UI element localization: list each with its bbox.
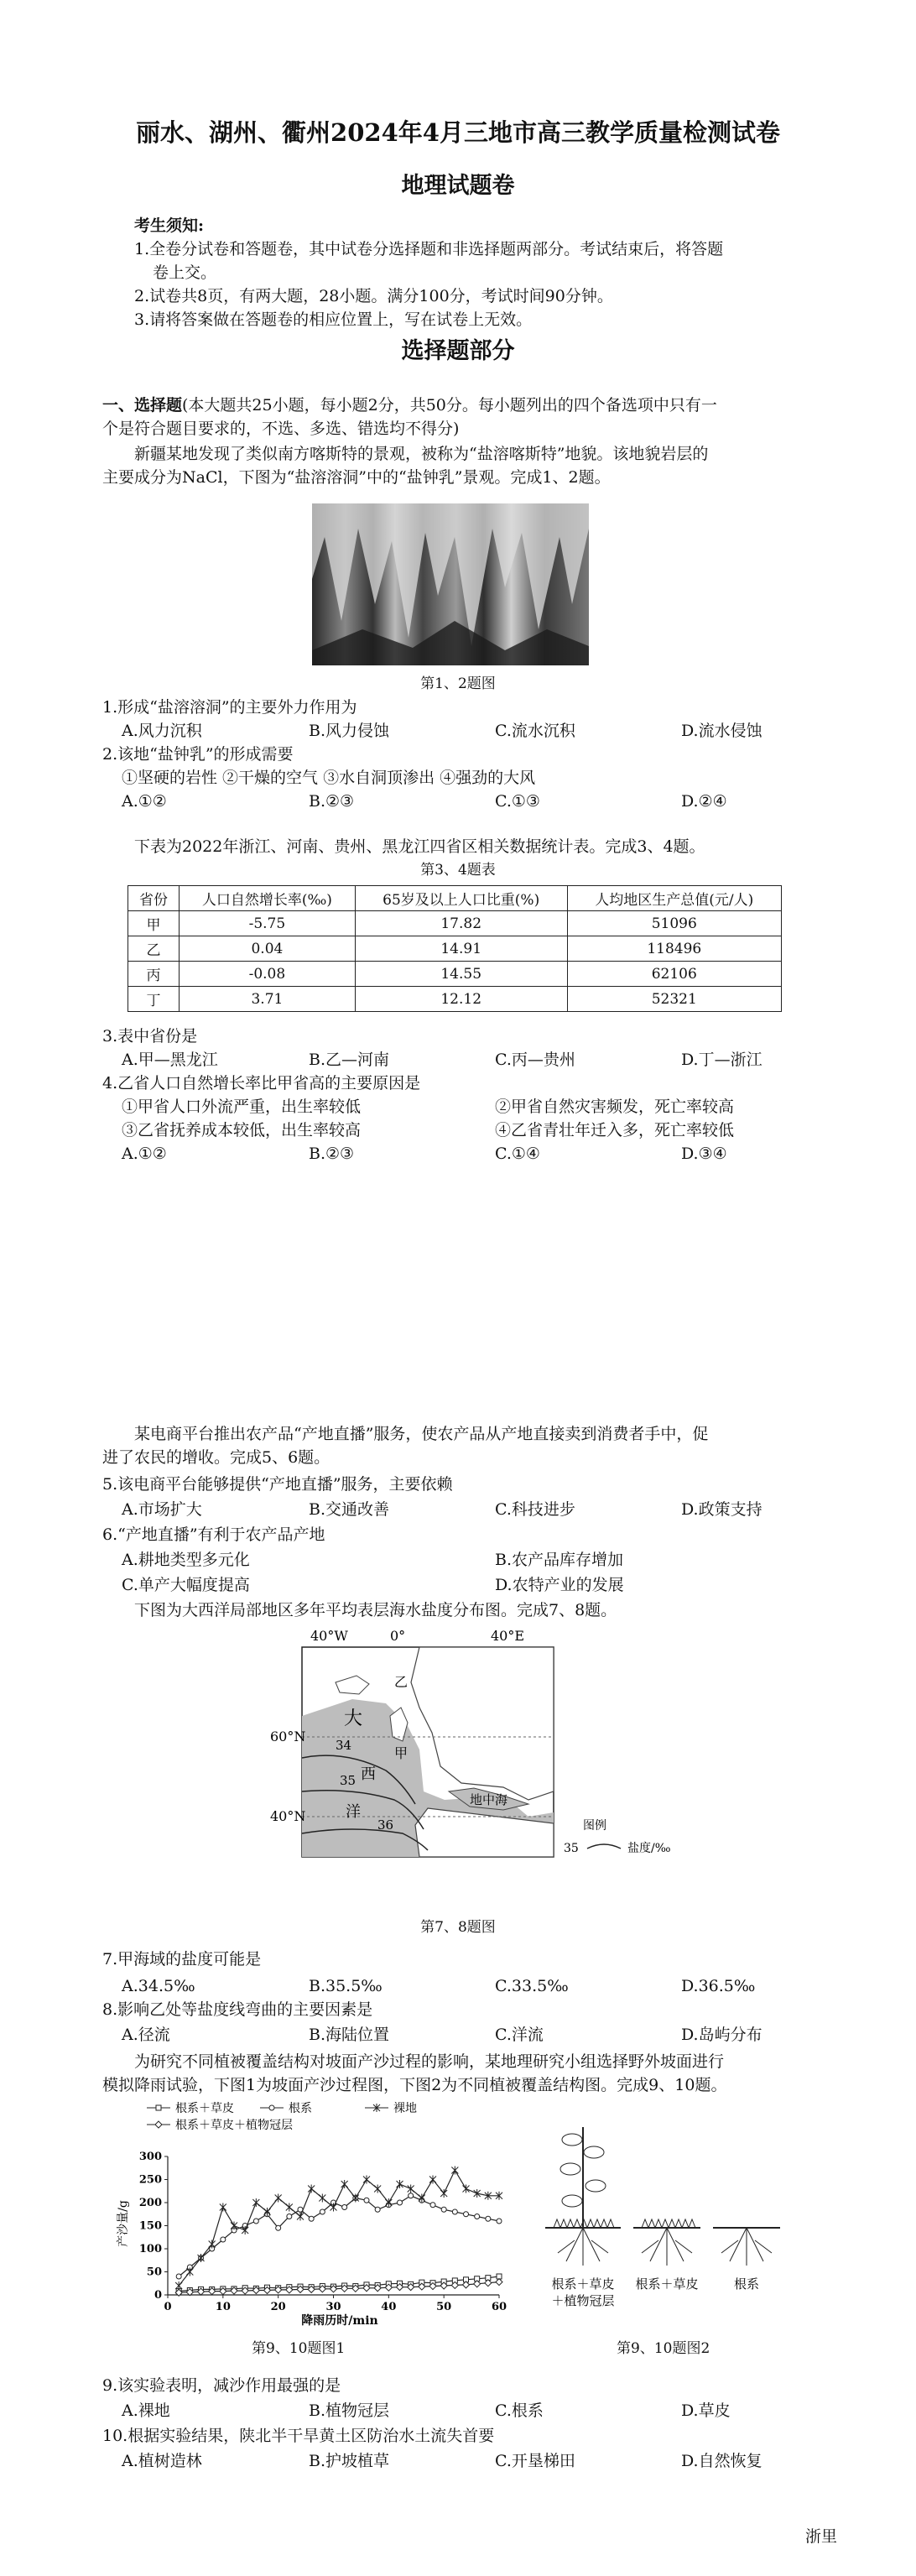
q2-stem: 2.该地“盐钟乳”的形成需要 [102, 745, 294, 764]
legend-label: 根系＋草皮 [175, 2102, 234, 2115]
notice-line-1b: 卷上交。 [153, 263, 217, 282]
q5-stem: 5.该电商平台能够提供“产地直播”服务，主要依赖 [102, 1475, 453, 1494]
q910-figure2-caption: 第9、10题图2 [617, 2340, 710, 2357]
legend-number: 35 [564, 1842, 579, 1855]
data-point [341, 2180, 348, 2188]
q910-figure1-caption: 第9、10题图1 [252, 2340, 346, 2357]
map-label-xi: 西 [361, 1765, 376, 1783]
table-row [128, 962, 782, 987]
q7-option-c[interactable]: C.33.5‰ [495, 1977, 569, 1995]
atlantic-salinity-map [252, 1624, 721, 1913]
data-point [319, 2194, 325, 2203]
data-point [320, 2209, 325, 2214]
series-line [179, 2196, 499, 2276]
data-point [475, 2214, 480, 2219]
sediment-yield-chart [113, 2098, 516, 2328]
map-label-da: 大 [344, 1708, 363, 1729]
q4-option-d[interactable]: D.③④ [681, 1145, 727, 1163]
q1-option-b[interactable]: B.风力侵蚀 [309, 722, 390, 740]
table-cell: 丁 [128, 987, 180, 1012]
data-point [309, 2216, 314, 2221]
data-point [430, 2203, 435, 2208]
leaf-icon [562, 2195, 582, 2207]
data-point [451, 2167, 458, 2175]
data-point [242, 2226, 248, 2234]
fig2-label-3: 根系 [733, 2276, 760, 2292]
q10-option-b[interactable]: B.护坡植草 [309, 2452, 390, 2470]
x-tick-label: 10 [215, 2301, 231, 2313]
q3-option-a[interactable]: A.甲—黑龙江 [122, 1051, 218, 1069]
data-point [275, 2194, 282, 2203]
q56-stem-a: 某电商平台推出农产品“产地直播”服务，使农产品从产地直接卖到消费者手中，促 [134, 1425, 709, 1443]
notice-heading: 考生须知: [134, 216, 205, 235]
q12-stem-b: 主要成分为NaCl，下图为“盐溶溶洞”中的“盐钟乳”景观。完成1、2题。 [102, 468, 611, 487]
data-point [220, 2203, 226, 2212]
legend-label: 根系 [289, 2102, 312, 2115]
chart-x-axis-label: 降雨历时/min [301, 2314, 378, 2328]
q9-option-a[interactable]: A.裸地 [122, 2401, 170, 2420]
q56-stem-b: 进了农民的增收。完成5、6题。 [102, 1448, 330, 1467]
q1-stem: 1.形成“盐溶溶洞”的主要外力作用为 [102, 698, 357, 717]
q6-option-b[interactable]: B.农产品库存增加 [495, 1551, 624, 1569]
table-row [128, 911, 782, 936]
province-data-table [128, 885, 782, 1012]
grass-sod-2 [642, 2219, 695, 2228]
data-point [186, 2268, 193, 2276]
y-tick-label: 100 [138, 2243, 162, 2255]
fig2-label-2: 根系＋草皮 [635, 2276, 699, 2292]
q2-option-c[interactable]: C.①③ [495, 792, 540, 811]
table-cell: 丙 [128, 962, 180, 987]
isohaline-label-34: 34 [336, 1738, 352, 1753]
roots-2 [642, 2228, 692, 2266]
q2-option-a[interactable]: A.①② [122, 792, 167, 811]
q9-option-d[interactable]: D.草皮 [681, 2401, 731, 2420]
q4-option-a[interactable]: A.①② [122, 1145, 167, 1163]
y-tick-label: 300 [138, 2151, 162, 2163]
data-point [463, 2185, 470, 2193]
q3-stem: 3.表中省份是 [102, 1027, 198, 1046]
map-label-yi: 乙 [394, 1674, 409, 1690]
q3-option-c[interactable]: C.丙—贵州 [495, 1051, 575, 1069]
data-point [486, 2216, 491, 2221]
q7-option-b[interactable]: B.35.5‰ [309, 1977, 383, 1995]
x-tick-label: 40 [381, 2301, 397, 2313]
chart-series [175, 2167, 502, 2297]
data-point [374, 2185, 381, 2193]
q3-option-b[interactable]: B.乙—河南 [309, 1051, 390, 1069]
table-cell: 12.12 [355, 987, 567, 1012]
legend-title: 图例 [583, 1819, 606, 1833]
table-header-row [128, 886, 782, 911]
isohaline-label-35: 35 [340, 1773, 357, 1788]
q910-stem-b: 模拟降雨试验，下图1为坡面产沙过程图，下图2为不同植被覆盖结构图。完成9、10题。 [102, 2076, 727, 2094]
table-cell: 62106 [567, 962, 781, 987]
data-point [253, 2219, 258, 2224]
table-cell: 0.04 [180, 936, 356, 962]
q34-table-title: 第3、4题表 [420, 862, 496, 879]
data-point [221, 2237, 226, 2242]
q8-option-a[interactable]: A.径流 [122, 2026, 170, 2044]
y-tick-label: 0 [154, 2289, 162, 2302]
table-cell: 51096 [567, 911, 781, 936]
q9-stem: 9.该实验表明，减沙作用最强的是 [102, 2376, 341, 2395]
data-point [342, 2205, 347, 2210]
exam-title: 丽水、湖州、衢州2024年4月三地市高三教学质量检测试卷 [136, 118, 780, 147]
legend-label: 根系＋草皮＋植物冠层 [175, 2119, 293, 2132]
q10-option-d[interactable]: D.自然恢复 [681, 2452, 762, 2470]
legend-marker [155, 2121, 162, 2128]
table-header: 65岁及以上人口比重(%) [355, 886, 567, 911]
data-point [231, 2222, 237, 2230]
y-tick-label: 200 [138, 2197, 162, 2209]
lon-40e-label: 40°E [491, 1628, 525, 1644]
data-point [286, 2203, 293, 2212]
q4-option-b[interactable]: B.②③ [309, 1145, 355, 1163]
vegetation-structure-figure [537, 2102, 788, 2312]
leaf-icon [560, 2163, 580, 2175]
data-point [175, 2281, 182, 2290]
q34-stem: 下表为2022年浙江、河南、贵州、黑龙江四省区相关数据统计表。完成3、4题。 [134, 837, 705, 856]
leaf-icon [562, 2134, 582, 2146]
data-point [287, 2214, 292, 2219]
x-tick-label: 20 [270, 2301, 286, 2313]
part1-intro-a: (本大题共25小题，每小题2分，共50分。每小题列出的四个备选项中只有一 [182, 396, 717, 415]
q4-stem: 4.乙省人口自然增长率比甲省高的主要原因是 [102, 1074, 421, 1092]
q78-stem: 下图为大西洋局部地区多年平均表层海水盐度分布图。完成7、8题。 [134, 1601, 617, 1619]
legend-marker [156, 2105, 161, 2110]
page-footer: 浙里 [805, 2527, 838, 2546]
q9-option-b[interactable]: B.植物冠层 [309, 2401, 390, 2420]
data-point [409, 2193, 414, 2198]
data-point [429, 2176, 436, 2184]
data-point [496, 2279, 502, 2286]
data-point [364, 2198, 369, 2203]
lat-40n-label: 40°N [270, 1808, 306, 1824]
q4-option-c[interactable]: C.①④ [495, 1145, 540, 1163]
q910-stem-a: 为研究不同植被覆盖结构对坡面产沙过程的影响，某地理研究小组选择野外坡面进行 [134, 2052, 725, 2071]
q5-option-c[interactable]: C.科技进步 [495, 1500, 575, 1519]
data-point [363, 2176, 370, 2184]
table-cell: 17.82 [355, 911, 567, 936]
data-point [276, 2225, 281, 2230]
table-row [128, 987, 782, 1012]
q78-figure-caption: 第7、8题图 [420, 1919, 496, 1936]
table-header: 人均地区生产总值(元/人) [567, 886, 781, 911]
table-row [128, 936, 782, 962]
lon-40w-label: 40°W [310, 1628, 348, 1644]
stalactite-shapes [312, 503, 589, 665]
series-line [179, 2171, 499, 2287]
data-point [398, 2200, 403, 2205]
exam-subtitle: 地理试题卷 [401, 173, 515, 199]
leaf-icon [584, 2146, 604, 2158]
y-tick-label: 50 [146, 2266, 162, 2279]
q7-option-a[interactable]: A.34.5‰ [122, 1977, 195, 1995]
legend-marker [269, 2105, 274, 2110]
table-cell: 14.55 [355, 962, 567, 987]
legend-line [587, 1844, 621, 1849]
data-point [330, 2203, 337, 2212]
q5-option-b[interactable]: B.交通改善 [309, 1500, 390, 1519]
data-point [297, 2213, 304, 2221]
fig2-label-1a: 根系＋草皮 [551, 2276, 615, 2292]
data-point [252, 2198, 259, 2207]
x-tick-label: 0 [164, 2301, 172, 2313]
series-circle [176, 2193, 502, 2279]
series-line [179, 2282, 499, 2293]
table-cell: -5.75 [180, 911, 356, 936]
q1-option-a[interactable]: A.风力沉积 [122, 722, 202, 740]
q4-item-3: ③乙省抚养成本较低，出生率较高 [122, 1121, 362, 1139]
map-label-yang: 洋 [346, 1803, 361, 1821]
data-point [308, 2185, 315, 2193]
data-point [464, 2212, 469, 2217]
data-point [441, 2207, 446, 2212]
q9-option-c[interactable]: C.根系 [495, 2401, 544, 2420]
data-point [176, 2274, 181, 2279]
table-cell: 52321 [567, 987, 781, 1012]
part1-intro-b: 个是符合题目要求的，不选、多选、错选均不得分) [102, 420, 460, 438]
map-label-jia: 甲 [394, 1745, 409, 1761]
x-tick-label: 60 [491, 2301, 507, 2313]
q5-option-d[interactable]: D.政策支持 [681, 1500, 762, 1519]
q10-stem: 10.根据实验结果，陕北半干旱黄土区防治水土流失首要 [102, 2427, 495, 2445]
data-point [209, 2240, 216, 2249]
roots-1 [558, 2228, 608, 2266]
table-cell: 14.91 [355, 936, 567, 962]
q7-option-d[interactable]: D.36.5‰ [681, 1977, 756, 1995]
q6-option-d[interactable]: D.农特产业的发展 [495, 1576, 624, 1594]
legend-label: 裸地 [393, 2102, 417, 2115]
salt-stalactite-photo [312, 503, 589, 665]
q4-item-2: ②甲省自然灾害频发，死亡率较高 [495, 1098, 735, 1116]
q3-option-d[interactable]: D.丁—浙江 [681, 1051, 762, 1069]
fig2-label-1b: ＋植物冠层 [551, 2293, 615, 2308]
data-point [440, 2189, 447, 2198]
q5-option-a[interactable]: A.市场扩大 [122, 1500, 202, 1519]
q10-option-c[interactable]: C.开垦梯田 [495, 2452, 575, 2470]
q2-items: ①坚硬的岩性 ②干燥的空气 ③水自洞顶渗出 ④强劲的大风 [122, 769, 536, 787]
y-tick-label: 250 [138, 2173, 162, 2187]
q6-option-a[interactable]: A.耕地类型多元化 [122, 1551, 250, 1569]
table-header: 省份 [128, 886, 180, 911]
notice-line-2: 2.试卷共8页，有两大题，28小题。满分100分，考试时间90分钟。 [134, 287, 613, 305]
q6-stem: 6.“产地直播”有利于农产品产地 [102, 1525, 325, 1544]
series-star [175, 2167, 502, 2291]
x-tick-label: 50 [436, 2301, 452, 2313]
table-cell: 甲 [128, 911, 180, 936]
map-label-mediterranean: 地中海 [470, 1792, 508, 1807]
leaf-icon [586, 2180, 606, 2192]
lat-60n-label: 60°N [270, 1729, 306, 1744]
q1-option-c[interactable]: C.流水沉积 [495, 722, 575, 740]
q8-option-b[interactable]: B.海陆位置 [309, 2026, 390, 2044]
part1-intro [102, 394, 717, 416]
q6-option-c[interactable]: C.单产大幅度提高 [122, 1576, 250, 1594]
q2-option-d[interactable]: D.②④ [681, 792, 727, 811]
q8-option-c[interactable]: C.洋流 [495, 2026, 544, 2044]
q10-option-a[interactable]: A.植树造林 [122, 2452, 202, 2470]
chart-legend [147, 2101, 417, 2132]
q8-option-d[interactable]: D.岛屿分布 [681, 2026, 762, 2044]
part1-heading: 一、选择题 [102, 396, 183, 415]
data-point [452, 2209, 457, 2214]
legend-text: 盐度/‰ [627, 1842, 671, 1855]
q7-stem: 7.甲海域的盐度可能是 [102, 1950, 262, 1969]
table-header: 人口自然增长率(‰) [180, 886, 356, 911]
data-point [497, 2219, 502, 2224]
q12-stem-a: 新疆某地发现了类似南方喀斯特的景观，被称为“盐溶喀斯特”地貌。该地貌岩层的 [134, 445, 709, 463]
table-cell: 乙 [128, 936, 180, 962]
q2-option-b[interactable]: B.②③ [309, 792, 355, 811]
q8-stem: 8.影响乙处等盐度线弯曲的主要因素是 [102, 2000, 373, 2019]
data-point [419, 2194, 425, 2203]
data-point [397, 2180, 403, 2188]
q4-item-1: ①甲省人口外流严重，出生率较低 [122, 1098, 362, 1116]
lon-0-label: 0° [390, 1628, 406, 1644]
q4-item-4: ④乙省青壮年迁入多，死亡率较低 [495, 1121, 735, 1139]
data-point [385, 2198, 392, 2207]
table-cell: -0.08 [180, 962, 356, 987]
notice-line-1: 1.全卷分试卷和答题卷，其中试卷分选择题和非选择题两部分。考试结束后，将答题 [134, 240, 724, 258]
data-point [375, 2207, 380, 2212]
notice-line-3: 3.请将答案做在答题卷的相应位置上，写在试卷上无效。 [134, 310, 533, 329]
q1-option-d[interactable]: D.流水侵蚀 [681, 722, 762, 740]
roots-3 [721, 2228, 772, 2266]
chart-y-axis-label: 产沙量/g [117, 2200, 130, 2247]
section-title: 选择题部分 [401, 338, 515, 364]
data-point [408, 2185, 414, 2193]
x-tick-label: 30 [325, 2301, 341, 2313]
q12-figure-caption: 第1、2题图 [420, 675, 496, 692]
table-cell: 118496 [567, 936, 781, 962]
y-tick-label: 150 [138, 2219, 162, 2233]
isohaline-label-36: 36 [377, 1817, 394, 1833]
data-point [264, 2208, 271, 2216]
table-cell: 3.71 [180, 987, 356, 1012]
